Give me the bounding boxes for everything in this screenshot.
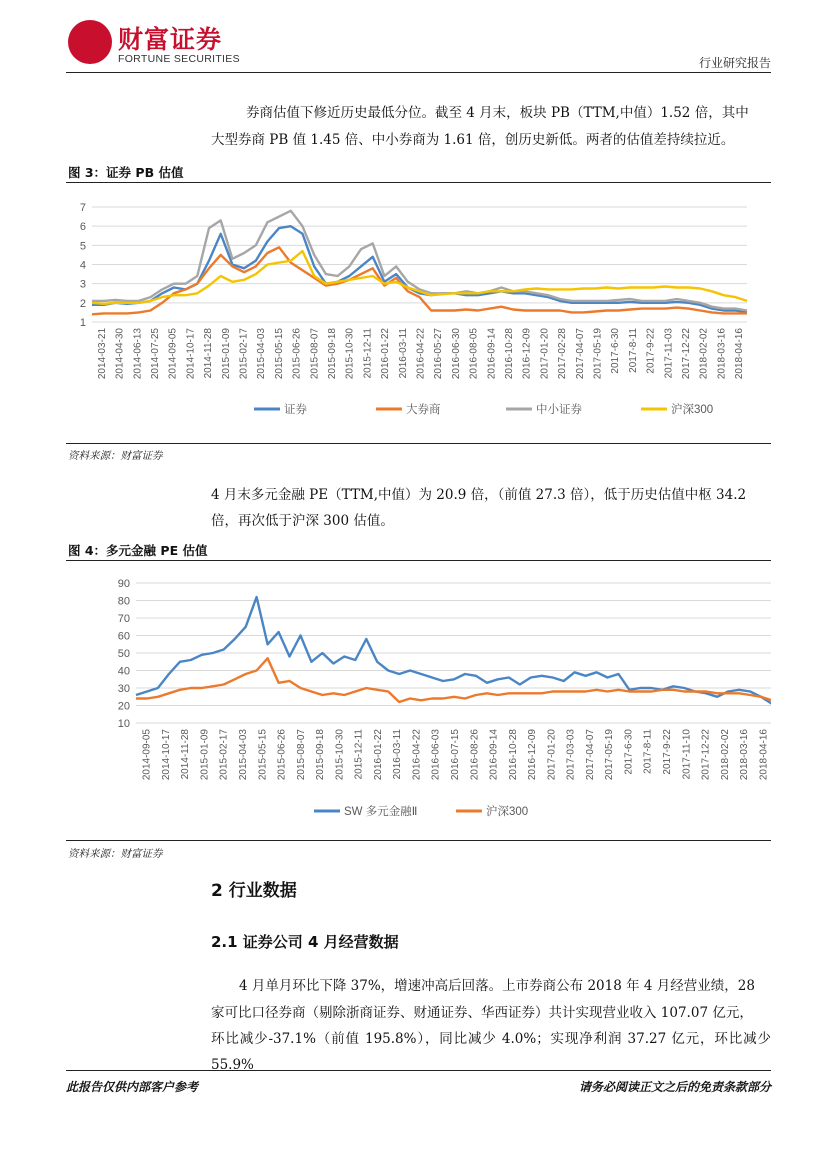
y-tick-label: 6 bbox=[79, 221, 86, 234]
x-tick-label: 2016-09-14 bbox=[488, 729, 500, 781]
figure-top-rule bbox=[66, 182, 771, 183]
footer-right-note: 请务必阅读正文之后的免责条款部分 bbox=[578, 1080, 771, 1094]
x-tick-label: 2017-05-19 bbox=[604, 729, 616, 781]
x-tick-label: 2015-08-07 bbox=[295, 729, 307, 781]
logo-chinese-name: 财富证券 bbox=[118, 25, 223, 54]
x-tick-label: 2017-12-22 bbox=[681, 328, 693, 380]
report-type-label: 行业研究报告 bbox=[698, 56, 771, 70]
x-tick-label: 2016-08-05 bbox=[468, 328, 480, 380]
x-tick-label: 2014-10-17 bbox=[185, 328, 197, 380]
x-tick-label: 2016-04-22 bbox=[411, 729, 423, 781]
header-divider bbox=[66, 72, 771, 73]
x-tick-label: 2015-09-18 bbox=[326, 328, 338, 380]
x-tick-label: 2016-08-26 bbox=[469, 729, 481, 781]
x-tick-label: 2017-6-30 bbox=[610, 328, 622, 374]
x-tick-label: 2015-12-11 bbox=[353, 729, 365, 780]
x-tick-label: 2016-03-11 bbox=[392, 729, 404, 780]
x-tick-label: 2015-05-15 bbox=[273, 328, 285, 380]
y-tick-label: 90 bbox=[117, 578, 130, 590]
y-tick-label: 4 bbox=[79, 259, 86, 272]
paragraph-line: 4 月单月环比下降 37%，增速冲高后回落。上市券商公布 2018 年 4 月经营业绩，28 bbox=[239, 978, 755, 994]
x-tick-label: 2017-02-28 bbox=[557, 327, 569, 380]
x-tick-label: 2014-09-05 bbox=[141, 729, 153, 781]
x-tick-label: 2016-10-28 bbox=[507, 729, 519, 781]
x-tick-label: 2017-11-10 bbox=[681, 729, 693, 780]
y-tick-label: 80 bbox=[117, 595, 130, 608]
x-tick-label: 2018-03-16 bbox=[739, 729, 751, 781]
x-tick-label: 2015-06-26 bbox=[276, 729, 288, 781]
x-tick-label: 2015-01-09 bbox=[199, 729, 211, 781]
footer-divider bbox=[66, 1070, 771, 1071]
subsection-heading: 2.1 证券公司 4 月经营数据 bbox=[211, 933, 399, 951]
paragraph-line: 4 月末多元金融 PE（TTM,中值）为 20.9 倍，（前值 27.3 倍），低于历史估值中枢 34.2 bbox=[211, 487, 747, 503]
x-tick-label: 2016-06-30 bbox=[450, 328, 462, 380]
x-tick-label: 2018-04-16 bbox=[758, 729, 770, 781]
y-tick-label: 30 bbox=[117, 683, 130, 695]
x-tick-label: 2017-6-30 bbox=[623, 729, 635, 775]
x-tick-label: 2017-9-22 bbox=[645, 328, 657, 374]
logo-english-name: FORTUNE SECURITIES bbox=[118, 53, 240, 65]
x-tick-label: 2014-09-05 bbox=[167, 328, 179, 380]
x-tick-label: 2017-01-20 bbox=[539, 328, 551, 380]
x-tick-label: 2017-05-19 bbox=[592, 328, 604, 380]
x-tick-label: 2017-8-11 bbox=[642, 729, 654, 774]
figure-source: 资料来源：财富证券 bbox=[68, 450, 163, 462]
legend-label: 沪深300 bbox=[486, 806, 529, 818]
footer-left-note: 此报告仅供内部客户参考 bbox=[66, 1080, 199, 1094]
y-tick-label: 7 bbox=[79, 202, 86, 214]
x-tick-label: 2015-08-07 bbox=[309, 328, 321, 380]
paragraph-line: 家可比口径券商（剔除浙商证券、财通证券、华西证券）共计实现营业收入 107.07 亿元， bbox=[211, 1005, 753, 1021]
x-tick-label: 2015-12-11 bbox=[362, 328, 374, 379]
x-tick-label: 2016-09-14 bbox=[486, 328, 498, 380]
y-tick-label: 50 bbox=[117, 648, 130, 660]
x-tick-label: 2014-11-28 bbox=[180, 729, 192, 780]
x-tick-label: 2014-06-13 bbox=[132, 328, 144, 380]
figure-bottom-rule bbox=[66, 443, 771, 444]
y-tick-label: 10 bbox=[117, 718, 130, 730]
x-tick-label: 2018-03-16 bbox=[716, 328, 728, 380]
series-line bbox=[92, 226, 747, 312]
x-tick-label: 2015-02-17 bbox=[238, 328, 250, 380]
figure-top-rule bbox=[66, 560, 771, 561]
x-tick-label: 2014-04-30 bbox=[114, 328, 126, 380]
x-tick-label: 2015-10-30 bbox=[344, 328, 356, 380]
x-tick-label: 2018-02-02 bbox=[698, 328, 710, 380]
x-tick-label: 2017-8-11 bbox=[627, 328, 639, 373]
x-tick-label: 2017-03-03 bbox=[565, 729, 577, 781]
x-tick-label: 2017-04-07 bbox=[584, 729, 596, 781]
x-tick-label: 2016-07-15 bbox=[450, 729, 461, 781]
x-tick-label: 2017-01-20 bbox=[546, 729, 558, 781]
company-logo-icon bbox=[68, 20, 112, 64]
paragraph-line: 倍，再次低于沪深 300 估值。 bbox=[211, 513, 394, 529]
paragraph-line: 环比减少-37.1%（前值 195.8%），同比减少 4.0%；实现净利润 37.27 亿元，环比减少 55.9% bbox=[211, 1031, 771, 1073]
y-tick-label: 40 bbox=[117, 665, 130, 678]
figure-title: 图 4：多元金融 PE 估值 bbox=[68, 543, 208, 558]
x-tick-label: 2015-09-18 bbox=[315, 729, 327, 781]
x-tick-label: 2016-01-22 bbox=[372, 729, 384, 781]
x-tick-label: 2016-05-27 bbox=[433, 328, 445, 380]
legend-label: 中小证券 bbox=[536, 404, 582, 416]
y-tick-label: 60 bbox=[117, 630, 130, 643]
pb-valuation-chart bbox=[66, 185, 771, 440]
x-tick-label: 2014-10-17 bbox=[160, 729, 172, 781]
x-tick-label: 2015-01-09 bbox=[220, 328, 232, 380]
x-tick-label: 2015-02-17 bbox=[218, 729, 230, 781]
y-tick-label: 5 bbox=[79, 240, 86, 253]
figure-bottom-rule bbox=[66, 840, 771, 841]
x-tick-label: 2015-10-30 bbox=[334, 729, 346, 781]
figure-title: 图 3：证券 PB 估值 bbox=[68, 165, 184, 180]
paragraph-line: 券商估值下修近历史最低分位。截至 4 月末，板块 PB（TTM,中值）1.52 倍，其中 bbox=[246, 105, 749, 121]
x-tick-label: 2015-04-03 bbox=[256, 328, 268, 380]
paragraph-line: 大型券商 PB 值 1.45 倍、中小券商为 1.61 倍，创历史新低。两者的估值差持续拉近。 bbox=[211, 132, 735, 148]
y-tick-label: 20 bbox=[117, 700, 130, 713]
x-tick-label: 2016-12-09 bbox=[527, 729, 539, 781]
x-tick-label: 2016-01-22 bbox=[380, 328, 392, 380]
x-tick-label: 2017-9-22 bbox=[662, 729, 673, 775]
pe-valuation-chart bbox=[66, 563, 771, 838]
x-tick-label: 2018-02-02 bbox=[719, 729, 731, 781]
x-tick-label: 2017-12-22 bbox=[700, 729, 712, 781]
y-tick-label: 1 bbox=[79, 317, 86, 329]
x-tick-label: 2018-04-16 bbox=[734, 328, 746, 380]
x-tick-label: 2016-12-09 bbox=[521, 327, 533, 380]
x-tick-label: 2015-06-26 bbox=[291, 328, 303, 380]
x-tick-label: 2014-07-25 bbox=[149, 328, 161, 380]
x-tick-label: 2016-10-28 bbox=[504, 328, 516, 380]
x-tick-label: 2014-03-21 bbox=[96, 328, 108, 380]
legend-label: SW 多元金融Ⅱ bbox=[344, 806, 418, 818]
x-tick-label: 2016-06-03 bbox=[430, 729, 442, 781]
legend-label: 沪深300 bbox=[671, 404, 714, 416]
x-tick-label: 2017-04-07 bbox=[574, 328, 586, 380]
x-tick-label: 2014-11-28 bbox=[203, 328, 215, 379]
x-tick-label: 2016-03-11 bbox=[397, 328, 409, 379]
legend-label: 大券商 bbox=[406, 404, 441, 416]
y-tick-label: 2 bbox=[79, 297, 86, 310]
figure-source: 资料来源：财富证券 bbox=[68, 848, 163, 860]
section-heading: 2 行业数据 bbox=[211, 881, 297, 901]
y-tick-label: 3 bbox=[79, 278, 86, 291]
x-tick-label: 2015-04-03 bbox=[238, 729, 249, 781]
y-tick-label: 70 bbox=[117, 613, 130, 625]
x-tick-label: 2017-11-03 bbox=[663, 328, 675, 379]
x-tick-label: 2015-05-15 bbox=[257, 729, 269, 781]
legend-label: 证券 bbox=[284, 404, 307, 416]
x-tick-label: 2016-04-22 bbox=[415, 328, 427, 380]
